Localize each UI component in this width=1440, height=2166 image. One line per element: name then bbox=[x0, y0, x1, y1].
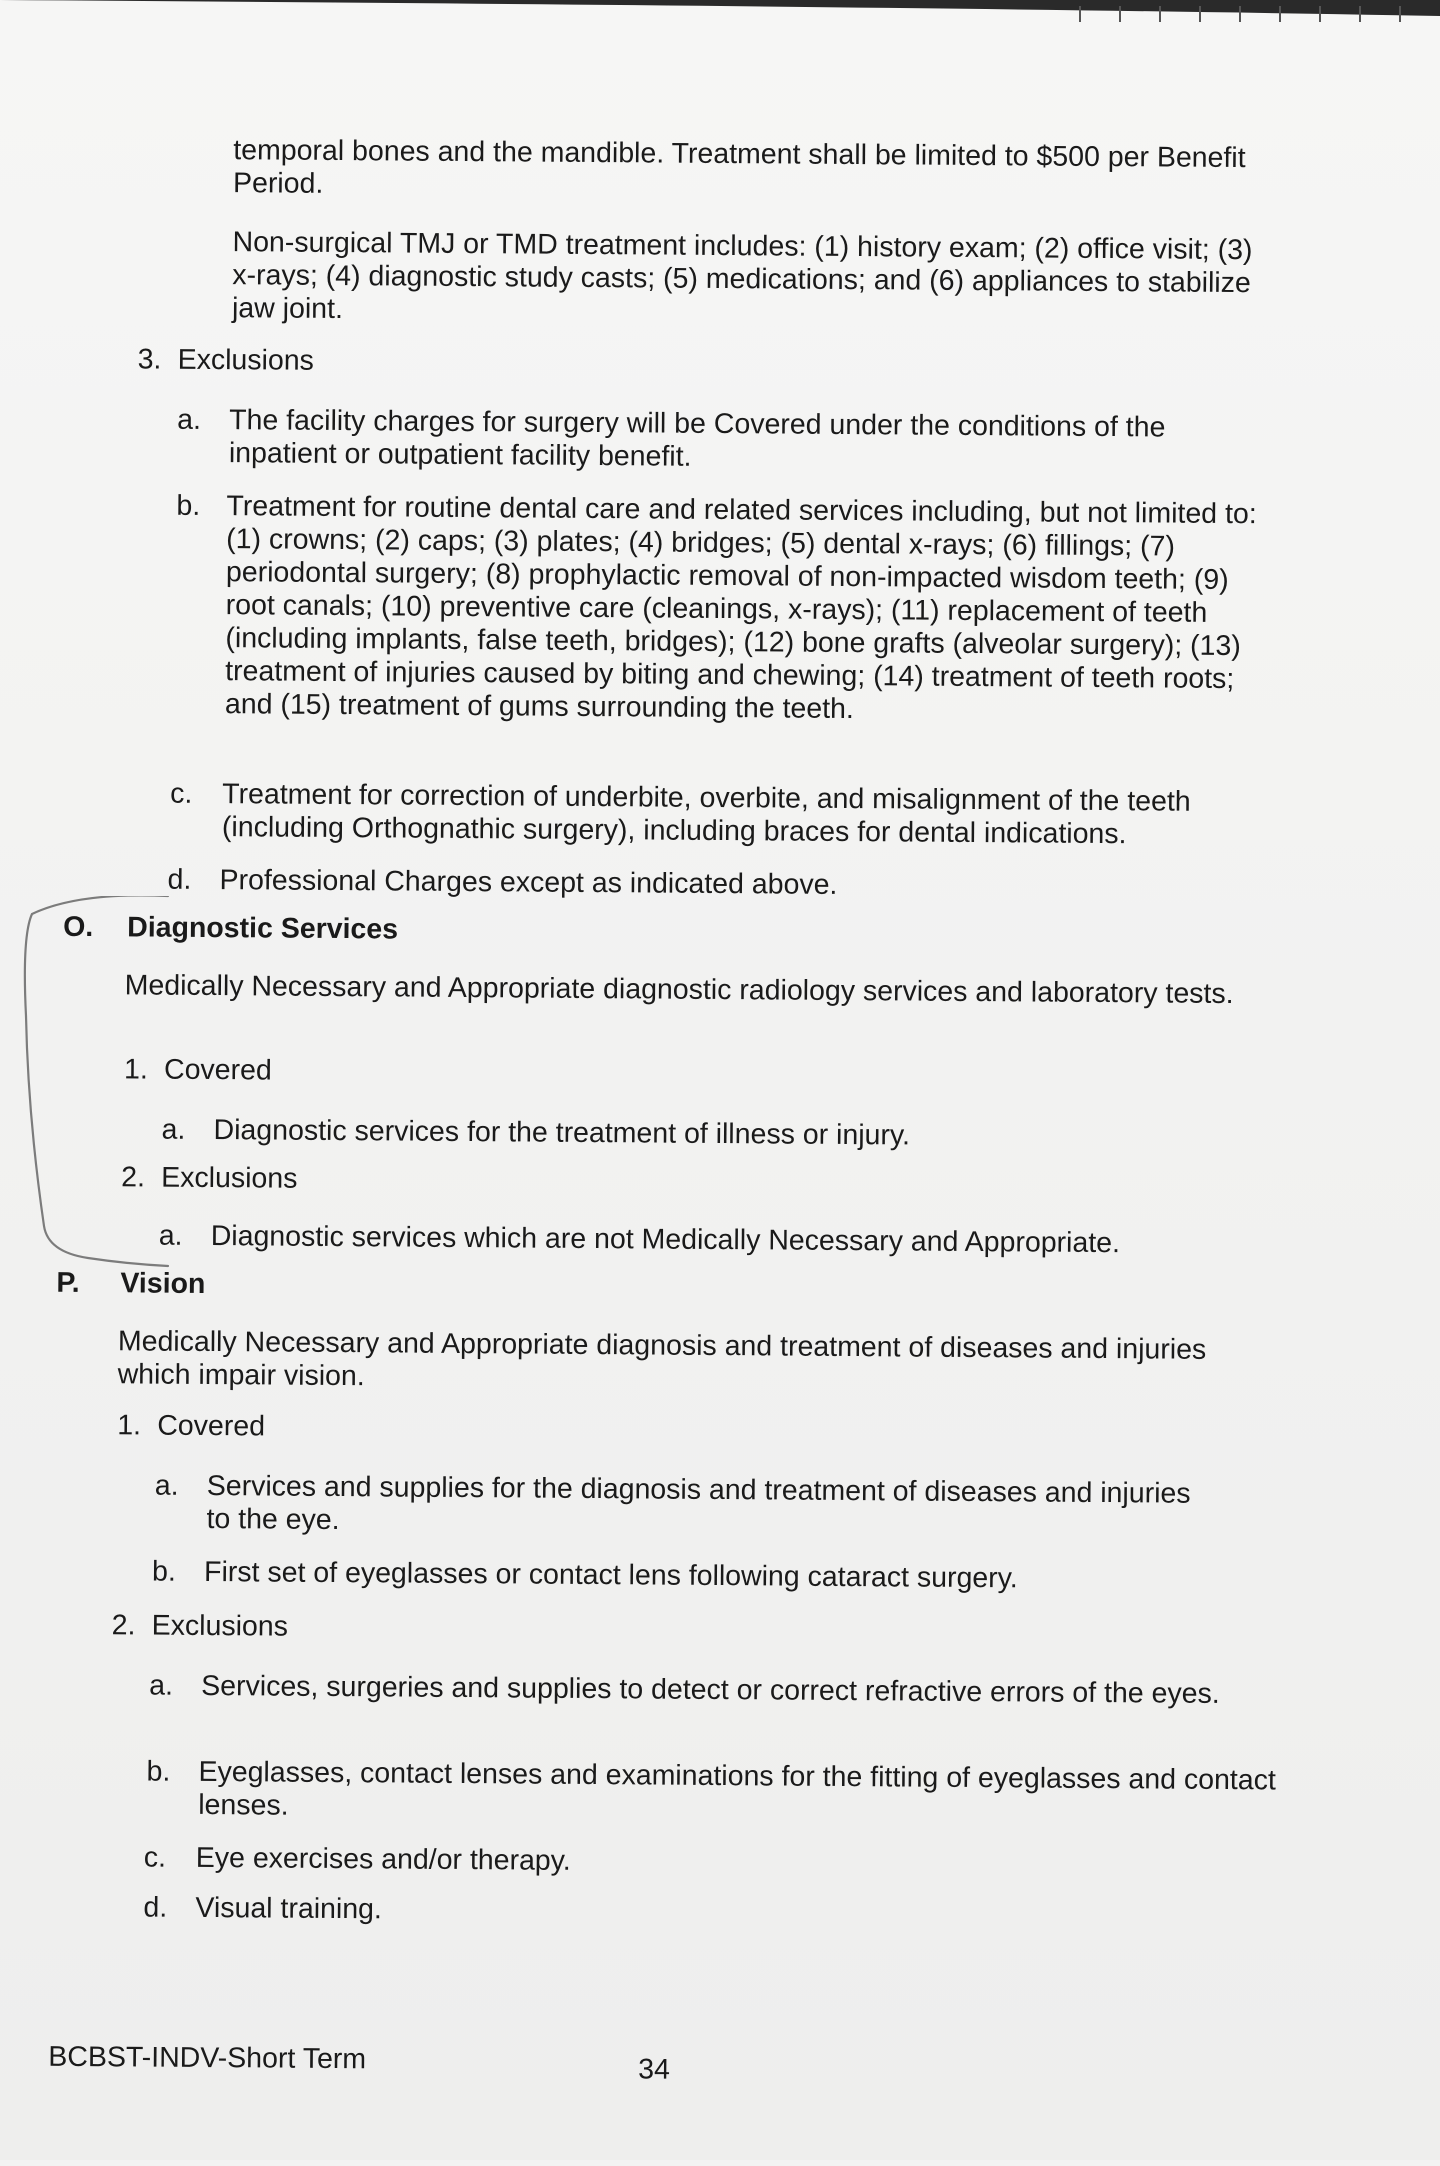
section-o-description: Medically Necessary and Appropriate diagnostic radiology services and laboratory tests. bbox=[124, 969, 1234, 1011]
section-o-exclusions-a-text: Diagnostic services which are not Medically Necessary and Appropriate. bbox=[210, 1220, 1121, 1260]
section-p-exclusions-c-letter: c. bbox=[143, 1841, 167, 1874]
section-o-title: Diagnostic Services bbox=[127, 911, 399, 946]
exclusions-3-heading: Exclusions bbox=[177, 343, 314, 377]
exclusion-3a-text: The facility charges for surgery will be Covered under the conditions of the inpatient or outpatient facility benefit. bbox=[228, 404, 1166, 473]
intro-paragraph-1: temporal bones and the mandible. Treatment shall be limited to $500 per Benefit Period. bbox=[232, 134, 1246, 200]
exclusion-3c-letter: c. bbox=[170, 777, 193, 810]
section-o-exclusions-heading: Exclusions bbox=[161, 1161, 298, 1195]
section-p-covered-heading: Covered bbox=[157, 1409, 266, 1443]
exclusion-3c-text: Treatment for correction of underbite, overbite, and misalignment of the teeth (including Orthognathic surgery), including braces for dental indications. bbox=[221, 778, 1191, 851]
section-p-covered-number: 1. bbox=[117, 1409, 142, 1442]
section-p-exclusions-a-letter: a. bbox=[149, 1669, 174, 1702]
section-p-exclusions-b-letter: b. bbox=[146, 1755, 171, 1788]
intro-paragraph-2: Non-surgical TMJ or TMD treatment includes: (1) history exam; (2) office visit; (3) x-rays; (4) diagnostic study casts; (5) medications; and (6) appliances to stabilize jaw joint. bbox=[231, 226, 1253, 326]
section-p-exclusions-number: 2. bbox=[111, 1609, 136, 1642]
footer-document-id: BCBST-INDV-Short Term bbox=[48, 2040, 367, 2076]
handwritten-bracket-mark bbox=[18, 896, 178, 1276]
section-o-letter: O. bbox=[63, 910, 94, 944]
section-p-exclusions-d-text: Visual training. bbox=[195, 1891, 383, 1926]
section-o-covered-a-letter: a. bbox=[161, 1113, 186, 1146]
section-o-covered-a-text: Diagnostic services for the treatment of illness or injury. bbox=[213, 1114, 911, 1152]
section-o-exclusions-number: 2. bbox=[121, 1161, 146, 1194]
section-p-exclusions-a-text: Services, surgeries and supplies to detect or correct refractive errors of the eyes. bbox=[201, 1669, 1220, 1710]
section-p-letter: P. bbox=[56, 1266, 80, 1299]
section-p-title: Vision bbox=[120, 1267, 206, 1300]
section-p-description: Medically Necessary and Appropriate diagnosis and treatment of diseases and injuries which impair vision. bbox=[117, 1325, 1207, 1393]
section-o-exclusions-a-letter: a. bbox=[158, 1219, 183, 1252]
section-p-exclusions-heading: Exclusions bbox=[151, 1609, 289, 1643]
section-p-covered-a-letter: a. bbox=[154, 1469, 179, 1502]
exclusion-3d-letter: d. bbox=[167, 863, 192, 896]
footer-page-number: 34 bbox=[638, 2053, 671, 2086]
section-p-covered-b-text: First set of eyeglasses or contact lens following cataract surgery. bbox=[203, 1555, 1018, 1595]
exclusion-3b-letter: b. bbox=[176, 489, 201, 522]
section-p-covered-b-letter: b. bbox=[151, 1555, 177, 1588]
section-o-covered-heading: Covered bbox=[163, 1053, 272, 1087]
exclusion-3b-text: Treatment for routine dental care and related services including, but not limited to: (1) crowns; (2) caps; (3) plates; (4) bridges; (5) dental x-rays; (6) fillings; (7) periodontal surgery; (8) prophylactic removal of non-impacted wisdom teeth; (9) root canals; (10) preventive care (cleanings, x-rays); (11) replacement of teeth (including implants, false teeth, bridges); (12) bone grafts (alveolar surgery); (13) treatment of injuries caused by biting and chewing; (14) treatment of teeth roots; and (15) treatment of gums surrounding the teeth. bbox=[224, 490, 1257, 726]
section-p-exclusions-d-letter: d. bbox=[143, 1891, 168, 1924]
exclusion-3d-text: Professional Charges except as indicated above. bbox=[219, 864, 838, 901]
section-p-covered-a-text: Services and supplies for the diagnosis and treatment of diseases and injuries to the eye. bbox=[206, 1469, 1191, 1537]
exclusions-3-number: 3. bbox=[137, 343, 162, 376]
section-p-exclusions-c-text: Eye exercises and/or therapy. bbox=[195, 1841, 571, 1877]
section-o-covered-number: 1. bbox=[123, 1053, 148, 1086]
exclusion-3a-letter: a. bbox=[177, 403, 202, 436]
section-p-exclusions-b-text: Eyeglasses, contact lenses and examinations for the fitting of eyeglasses and contact lenses. bbox=[198, 1755, 1276, 1822]
